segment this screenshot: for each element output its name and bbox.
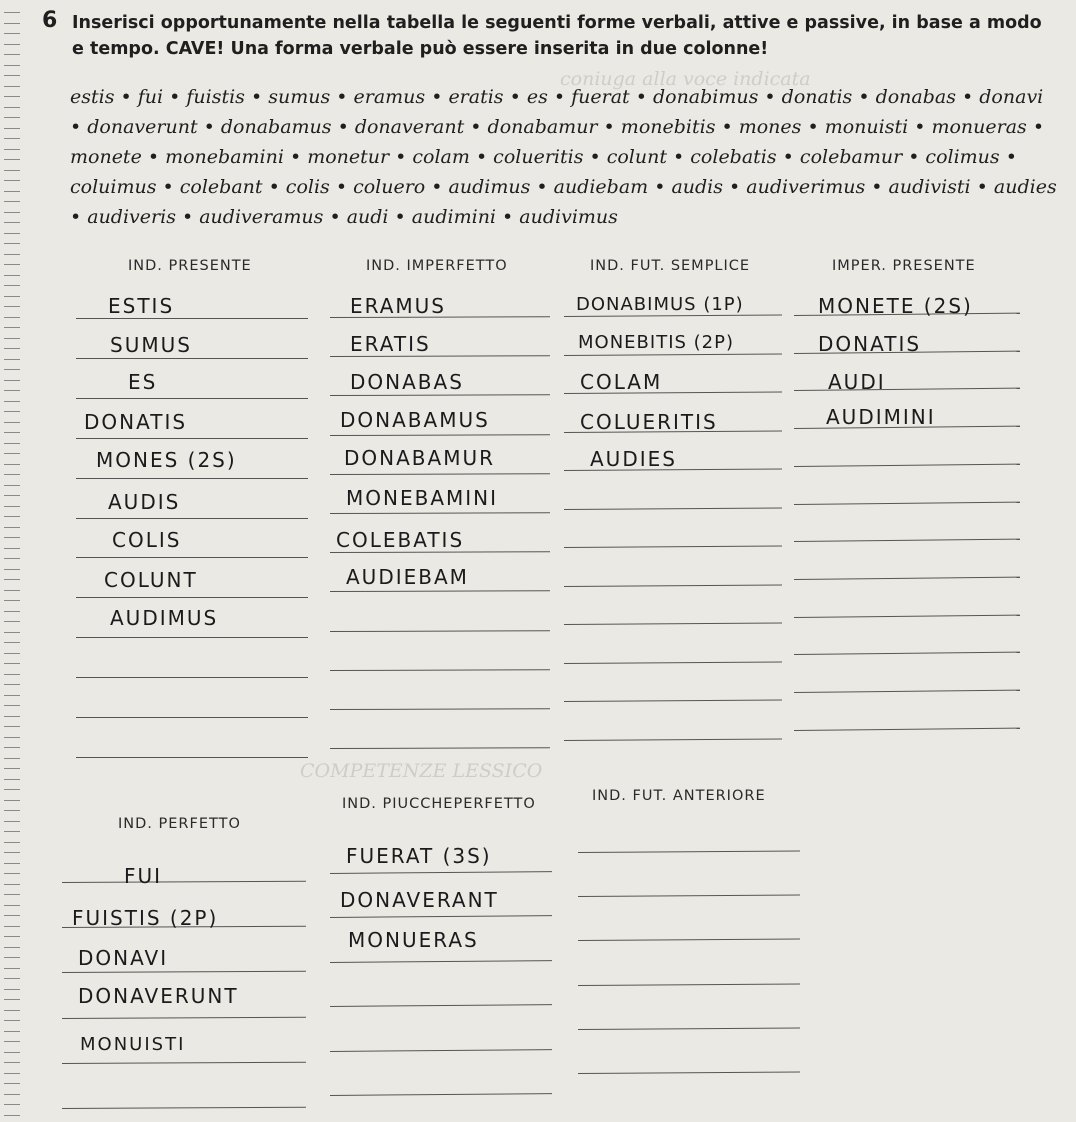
answer-line xyxy=(76,358,308,359)
answer-line xyxy=(76,597,308,598)
header-ind-piuccheperfetto: IND. PIUCCHEPERFETTO xyxy=(342,796,536,812)
margin-tick xyxy=(4,590,20,591)
margin-tick xyxy=(4,674,20,675)
answer-ind-presente: ESTIS xyxy=(108,294,175,318)
margin-tick xyxy=(4,180,20,181)
margin-tick xyxy=(4,989,20,990)
margin-tick xyxy=(4,296,20,297)
answer-line xyxy=(794,463,1020,466)
answer-line xyxy=(76,677,308,678)
margin-tick xyxy=(4,485,20,486)
margin-tick xyxy=(4,1115,20,1116)
margin-tick xyxy=(4,642,20,643)
answer-line xyxy=(330,960,552,963)
margin-tick xyxy=(4,558,20,559)
margin-tick xyxy=(4,443,20,444)
margin-tick xyxy=(4,758,20,759)
margin-tick xyxy=(4,884,20,885)
answer-line xyxy=(330,915,552,918)
answer-ind-imperfetto: COLEBATIS xyxy=(336,528,465,552)
margin-tick xyxy=(4,201,20,202)
margin-tick xyxy=(4,44,20,45)
margin-tick xyxy=(4,495,20,496)
margin-tick xyxy=(4,432,20,433)
bleed-through: coniuga alla voce indicata xyxy=(560,68,811,90)
margin-tick xyxy=(4,33,20,34)
answer-line xyxy=(76,757,308,758)
margin-tick xyxy=(4,611,20,612)
margin-tick xyxy=(4,306,20,307)
margin-tick xyxy=(4,663,20,664)
margin-tick xyxy=(4,275,20,276)
answer-line xyxy=(794,727,1020,730)
margin-tick xyxy=(4,842,20,843)
answer-line xyxy=(76,478,308,479)
answer-ind-perfetto: FUISTIS (2P) xyxy=(72,906,219,930)
answer-ind-presente: DONATIS xyxy=(84,410,188,434)
margin-tick xyxy=(4,947,20,948)
margin-tick xyxy=(4,821,20,822)
answer-ind-piuccheperfetto: FUERAT (3S) xyxy=(346,844,492,868)
margin-tick xyxy=(4,1062,20,1063)
answer-line xyxy=(330,1093,552,1096)
margin-tick xyxy=(4,12,20,13)
answer-line xyxy=(330,630,550,632)
answer-line xyxy=(564,545,782,548)
answer-line xyxy=(330,591,550,593)
margin-lines xyxy=(0,0,22,1122)
margin-tick xyxy=(4,96,20,97)
answer-line xyxy=(76,637,308,638)
answer-line xyxy=(330,747,550,749)
answer-ind-presente: COLIS xyxy=(112,528,182,552)
margin-tick xyxy=(4,453,20,454)
margin-tick xyxy=(4,1052,20,1053)
header-ind-fut-anteriore: IND. FUT. ANTERIORE xyxy=(592,788,766,804)
margin-tick xyxy=(4,138,20,139)
margin-tick xyxy=(4,159,20,160)
margin-tick xyxy=(4,380,20,381)
margin-tick xyxy=(4,422,20,423)
answer-ind-imperfetto: DONABAMUS xyxy=(340,408,490,432)
margin-tick xyxy=(4,600,20,601)
answer-line xyxy=(330,1049,552,1052)
margin-tick xyxy=(4,527,20,528)
margin-tick xyxy=(4,359,20,360)
margin-tick xyxy=(4,863,20,864)
answer-line xyxy=(564,584,782,587)
margin-tick xyxy=(4,117,20,118)
answer-ind-fut-semplice: COLUERITIS xyxy=(580,410,718,434)
answer-line xyxy=(578,983,800,986)
margin-tick xyxy=(4,768,20,769)
margin-tick xyxy=(4,653,20,654)
margin-tick xyxy=(4,632,20,633)
header-ind-perfetto: IND. PERFETTO xyxy=(118,816,241,832)
answer-ind-piuccheperfetto: DONAVERANT xyxy=(340,888,499,912)
margin-tick xyxy=(4,936,20,937)
answer-ind-imperfetto: AUDIEBAM xyxy=(346,565,469,589)
answer-line xyxy=(564,738,782,741)
margin-tick xyxy=(4,464,20,465)
answer-ind-fut-semplice: MONEBITIS (2P) xyxy=(578,332,734,353)
answer-line xyxy=(62,1016,306,1018)
verb-forms-list: estis • fui • fuistis • sumus • eramus • eratis • es • fuerat • donabimus • donatis • donabas • donavi • donaverunt • donabamus • donaverant • donabamur • monebitis • mones • monuisti • monueras • monete • monebamini • monetur • colam • colueritis • colunt • colebatis • colebamur • colimus • coluimus • colebant • colis • coluero • audimus • audiebam • audis • audiverimus • audivisti • audies • audiveris • audiveramus • audi • audimini • audivimus xyxy=(70,86,1057,228)
header-imper-presente: IMPER. PRESENTE xyxy=(832,258,976,274)
margin-tick xyxy=(4,65,20,66)
answer-line xyxy=(62,971,306,973)
exercise-number: 6 xyxy=(42,8,58,33)
answer-imper-presente: DONATIS xyxy=(818,332,922,356)
margin-tick xyxy=(4,726,20,727)
margin-tick xyxy=(4,1010,20,1011)
margin-tick xyxy=(4,86,20,87)
answer-imper-presente: AUDI xyxy=(828,370,886,394)
margin-tick xyxy=(4,569,20,570)
answer-line xyxy=(794,690,1020,693)
margin-tick xyxy=(4,233,20,234)
exercise-instruction: Inserisci opportunamente nella tabella le seguenti forme verbali, attive e passive, in base a modo e tempo. CAVE! Una forma verbale può essere inserita in due colonne! xyxy=(72,13,1042,59)
answer-line xyxy=(330,669,550,671)
margin-tick xyxy=(4,327,20,328)
answer-ind-presente: COLUNT xyxy=(104,568,198,592)
margin-tick xyxy=(4,905,20,906)
margin-tick xyxy=(4,1073,20,1074)
margin-tick xyxy=(4,1094,20,1095)
margin-tick xyxy=(4,212,20,213)
answer-line xyxy=(76,438,308,439)
answer-line xyxy=(76,518,308,519)
answer-line xyxy=(76,557,308,558)
answer-line xyxy=(794,614,1020,617)
margin-tick xyxy=(4,789,20,790)
answer-ind-presente: SUMUS xyxy=(110,333,192,357)
answer-line xyxy=(76,398,308,399)
margin-tick xyxy=(4,338,20,339)
answer-ind-presente: AUDIMUS xyxy=(110,606,219,630)
margin-tick xyxy=(4,831,20,832)
answer-line xyxy=(578,939,800,942)
header-ind-fut-semplice: IND. FUT. SEMPLICE xyxy=(590,258,751,274)
answer-ind-presente: ES xyxy=(128,370,158,394)
answer-ind-perfetto: DONAVERUNT xyxy=(78,984,239,1008)
answer-ind-imperfetto: MONEBAMINI xyxy=(346,486,499,510)
margin-tick xyxy=(4,243,20,244)
answer-ind-perfetto: DONAVI xyxy=(78,946,169,970)
answer-line xyxy=(330,1004,552,1007)
margin-tick xyxy=(4,737,20,738)
margin-tick xyxy=(4,968,20,969)
answer-imper-presente: MONETE (2S) xyxy=(818,294,973,318)
margin-tick xyxy=(4,894,20,895)
margin-tick xyxy=(4,1083,20,1084)
margin-tick xyxy=(4,621,20,622)
answer-line xyxy=(76,717,308,718)
answer-line xyxy=(330,512,550,514)
answer-line xyxy=(578,850,800,853)
answer-ind-fut-semplice: AUDIES xyxy=(590,447,677,471)
answer-ind-perfetto: FUI xyxy=(124,864,163,888)
answer-line xyxy=(76,318,308,319)
margin-tick xyxy=(4,579,20,580)
answer-ind-imperfetto: ERATIS xyxy=(350,332,431,356)
header-ind-presente: IND. PRESENTE xyxy=(128,258,252,274)
answer-line xyxy=(62,1062,306,1064)
answer-line xyxy=(578,1071,800,1074)
header-ind-imperfetto: IND. IMPERFETTO xyxy=(366,258,508,274)
answer-line xyxy=(62,881,306,883)
margin-tick xyxy=(4,390,20,391)
margin-tick xyxy=(4,1041,20,1042)
margin-tick xyxy=(4,810,20,811)
margin-tick xyxy=(4,873,20,874)
margin-tick xyxy=(4,999,20,1000)
margin-tick xyxy=(4,915,20,916)
margin-tick xyxy=(4,516,20,517)
margin-tick xyxy=(4,779,20,780)
answer-line xyxy=(794,577,1020,580)
margin-tick xyxy=(4,191,20,192)
margin-tick xyxy=(4,537,20,538)
margin-tick xyxy=(4,695,20,696)
answer-line xyxy=(564,622,782,625)
answer-ind-piuccheperfetto: MONUERAS xyxy=(348,928,479,952)
margin-tick xyxy=(4,222,20,223)
margin-tick xyxy=(4,285,20,286)
margin-tick xyxy=(4,684,20,685)
answer-line xyxy=(794,539,1020,542)
margin-tick xyxy=(4,716,20,717)
answer-line xyxy=(578,1027,800,1030)
answer-ind-imperfetto: ERAMUS xyxy=(350,294,446,318)
answer-line xyxy=(564,507,782,510)
margin-tick xyxy=(4,317,20,318)
margin-tick xyxy=(4,548,20,549)
answer-line xyxy=(794,652,1020,655)
margin-tick xyxy=(4,852,20,853)
margin-tick xyxy=(4,264,20,265)
margin-tick xyxy=(4,926,20,927)
margin-tick xyxy=(4,75,20,76)
answer-line xyxy=(330,871,552,874)
answer-line xyxy=(330,708,550,710)
answer-line xyxy=(330,395,550,397)
margin-tick xyxy=(4,54,20,55)
margin-tick xyxy=(4,23,20,24)
answer-ind-perfetto: MONUISTI xyxy=(80,1034,186,1055)
answer-ind-imperfetto: DONABAMUR xyxy=(344,446,495,470)
answer-line xyxy=(62,1107,306,1109)
margin-tick xyxy=(4,369,20,370)
margin-tick xyxy=(4,128,20,129)
margin-tick xyxy=(4,747,20,748)
margin-tick xyxy=(4,957,20,958)
margin-tick xyxy=(4,170,20,171)
margin-tick xyxy=(4,800,20,801)
answer-ind-fut-semplice: DONABIMUS (1P) xyxy=(576,294,744,315)
margin-tick xyxy=(4,1020,20,1021)
answer-line xyxy=(330,473,550,475)
margin-tick xyxy=(4,149,20,150)
answer-line xyxy=(578,895,800,898)
margin-tick xyxy=(4,411,20,412)
answer-line xyxy=(330,434,550,436)
bleed-through: COMPETENZE LESSICO xyxy=(300,760,543,782)
margin-tick xyxy=(4,474,20,475)
margin-tick xyxy=(4,348,20,349)
margin-tick xyxy=(4,1104,20,1105)
margin-tick xyxy=(4,1031,20,1032)
answer-imper-presente: AUDIMINI xyxy=(826,405,936,429)
margin-tick xyxy=(4,506,20,507)
answer-line xyxy=(564,661,782,664)
margin-tick xyxy=(4,705,20,706)
answer-ind-fut-semplice: COLAM xyxy=(580,370,663,394)
margin-tick xyxy=(4,254,20,255)
answer-ind-presente: MONES (2S) xyxy=(96,448,237,472)
margin-tick xyxy=(4,978,20,979)
answer-ind-imperfetto: DONABAS xyxy=(350,370,464,394)
margin-tick xyxy=(4,107,20,108)
answer-line xyxy=(564,699,782,702)
answer-ind-presente: AUDIS xyxy=(108,490,181,514)
answer-line xyxy=(564,353,782,356)
answer-line xyxy=(794,501,1020,504)
margin-tick xyxy=(4,401,20,402)
